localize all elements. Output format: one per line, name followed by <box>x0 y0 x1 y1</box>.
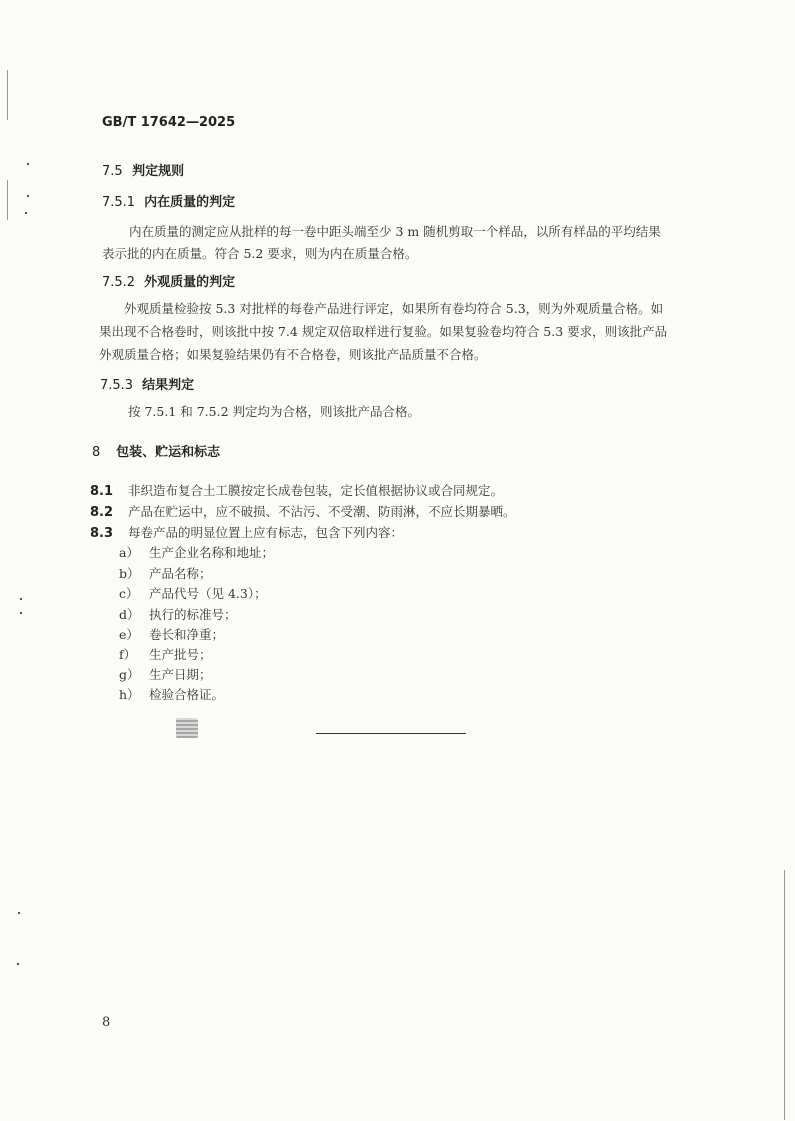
list-item-text: 卷长和净重； <box>149 627 225 642</box>
clause-8-1 <box>90 481 503 499</box>
list-item <box>119 665 212 683</box>
document-header: GB/T 17642—2025 <box>102 115 236 130</box>
clause-text: 非织造布复合土工膜按定长成卷包装，定长值根据协议或合同规定。 <box>127 483 503 498</box>
section-heading-7-5 <box>102 160 184 179</box>
list-item-label: a） <box>119 545 139 560</box>
clause-8-2 <box>90 502 516 520</box>
list-item-text: 产品名称； <box>149 566 212 581</box>
section-title: 判定规则 <box>132 164 185 179</box>
section-heading-8 <box>92 441 220 460</box>
list-item-label: d） <box>119 607 140 622</box>
paragraph-line: 内在质量的测定应从批样的每一卷中距头端至少 3 m 随机剪取一个样品，以所有样品的平均结果 <box>129 224 661 239</box>
list-item-label: g） <box>119 667 140 682</box>
list-item <box>119 584 267 602</box>
list-item-text: 生产企业名称和地址； <box>149 545 275 560</box>
paragraph-line: 外观质量检验按 5.3 对批样的每卷产品进行评定，如果所有卷均符合 5.3，则为外观质量合格。如 <box>124 301 664 316</box>
section-number: 8 <box>92 445 101 460</box>
paragraph-line: 按 7.5.1 和 7.5.2 判定均为合格，则该批产品合格。 <box>128 404 421 419</box>
scan-speck <box>20 598 22 600</box>
section-heading-7-5-2 <box>102 271 235 290</box>
page-number: 8 <box>102 1015 111 1030</box>
section-number: 7.5 <box>102 164 123 179</box>
paragraph-line: 表示批的内在质量。符合 5.2 要求，则为内在质量合格。 <box>102 246 418 261</box>
clause-8-3 <box>90 523 403 541</box>
list-item-label: b） <box>119 566 140 581</box>
scan-speck <box>18 912 20 914</box>
paragraph-line: 外观质量合格；如果复验结果仍有不合格卷，则该批产品质量不合格。 <box>99 347 487 362</box>
section-number: 7.5.2 <box>102 275 136 290</box>
scan-edge-line <box>784 870 785 1120</box>
list-item <box>119 685 224 703</box>
section-title: 外观质量的判定 <box>144 275 236 290</box>
list-item-label: h） <box>119 687 140 702</box>
scan-speck <box>25 212 27 214</box>
list-item-label: c） <box>119 586 139 601</box>
list-item <box>119 543 274 561</box>
list-item-text: 产品代号（见 4.3）； <box>149 586 267 601</box>
list-item <box>119 625 224 643</box>
clause-text: 每卷产品的明显位置上应有标志，包含下列内容： <box>127 525 403 540</box>
scan-speck <box>27 195 29 197</box>
section-heading-7-5-1 <box>102 191 235 210</box>
scan-edge-line <box>7 180 8 220</box>
list-item-label: f） <box>119 647 137 662</box>
clause-number: 8.2 <box>90 505 114 520</box>
list-item-label: e） <box>119 627 139 642</box>
scan-stamp-mark <box>176 718 198 738</box>
clause-number: 8.1 <box>90 484 114 499</box>
section-number: 7.5.3 <box>100 378 134 393</box>
list-item <box>119 645 212 663</box>
list-item-text: 生产批号； <box>149 647 212 662</box>
clause-text: 产品在贮运中，应不破损、不沾污、不受潮、防雨淋，不应长期暴晒。 <box>127 504 516 519</box>
section-number: 7.5.1 <box>102 195 136 210</box>
clause-number: 8.3 <box>90 526 114 541</box>
scan-edge-line <box>7 70 8 120</box>
section-title: 内在质量的判定 <box>144 195 236 210</box>
section-heading-7-5-3 <box>100 374 194 393</box>
scan-speck <box>20 612 22 614</box>
list-item-text: 检验合格证。 <box>149 687 225 702</box>
list-item-text: 生产日期； <box>149 667 212 682</box>
list-item <box>119 605 237 623</box>
scan-speck <box>17 963 19 965</box>
paragraph-line: 果出现不合格卷时，则该批中按 7.4 规定双倍取样进行复验。如果复验卷均符合 5.3 要求，则该批产品 <box>99 324 668 339</box>
end-of-text-rule <box>316 733 466 734</box>
scan-speck <box>27 163 29 165</box>
section-title: 结果判定 <box>142 378 195 393</box>
list-item <box>119 564 212 582</box>
list-item-text: 执行的标准号； <box>149 607 237 622</box>
section-title: 包装、贮运和标志 <box>116 445 221 460</box>
